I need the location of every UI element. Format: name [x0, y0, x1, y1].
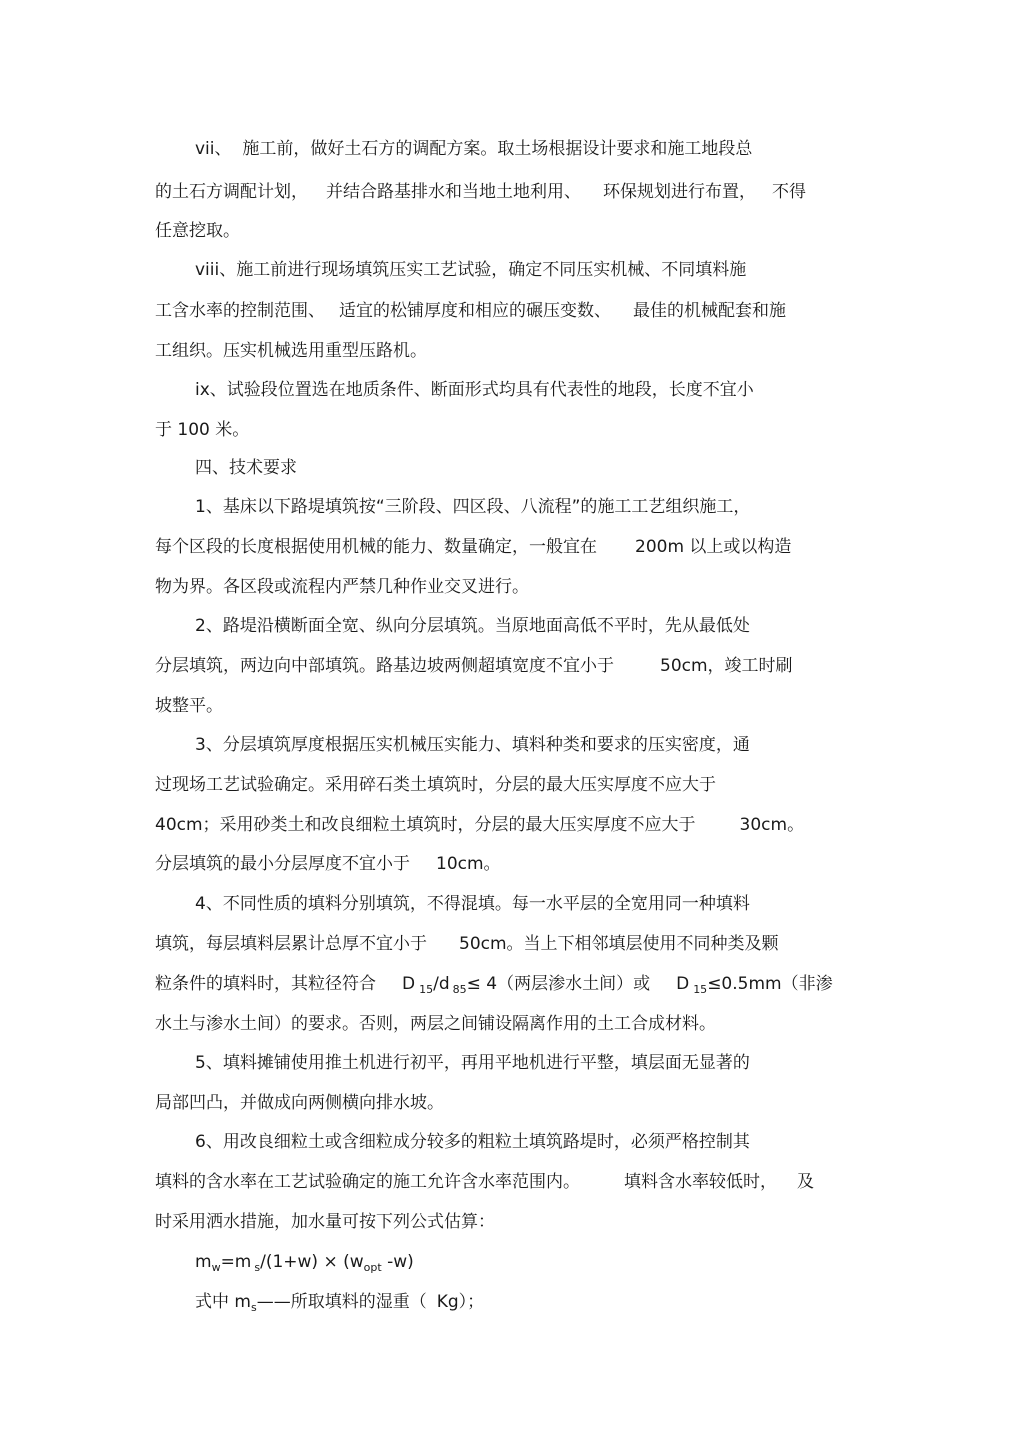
text-segment: 工含水率的控制范围、: [155, 301, 325, 321]
paragraph-viii-line2: [155, 299, 786, 323]
text-segment: /(1+w) × (w: [260, 1252, 364, 1272]
subscript: 15: [693, 983, 708, 996]
paragraph-vii-line1: vii、 施工前，做好土石方的调配方案。取土场根据设计要求和施工地段总: [195, 139, 753, 159]
paragraph-vii-line2: [155, 180, 806, 204]
paragraph-vii-line3: 任意挖取。: [155, 221, 240, 241]
text-segment: 200m 以上或以构造: [635, 537, 792, 557]
text-segment: 分层填筑的最小分层厚度不宜小于: [155, 854, 410, 874]
text-segment: 的土石方调配计划，: [155, 182, 308, 202]
item-3-line3: [155, 813, 804, 837]
item-1-line2: [155, 535, 791, 559]
text-segment: 最佳的机械配套和施: [633, 301, 786, 321]
text-segment: Kg）；: [436, 1292, 485, 1312]
formula-symbol: m: [195, 1252, 212, 1272]
item-4-line4: 水土与渗水土间）的要求。否则，两层之间铺设隔离作用的土工合成材料。: [155, 1014, 716, 1034]
item-1-line3: 物为界。各区段或流程内严禁几种作业交叉进行。: [155, 577, 529, 597]
text-segment: 式中 m: [195, 1292, 251, 1312]
text-segment: 分层填筑，两边向中部填筑。路基边坡两侧超填宽度不宜小于: [155, 656, 614, 676]
text-segment: 30cm。: [739, 815, 805, 835]
text-segment: 40cm；采用砂类土和改良细粒土填筑时，分层的最大压实厚度不应大于: [155, 815, 696, 835]
item-3-line2: 过现场工艺试验确定。采用碎石类土填筑时，分层的最大压实厚度不应大于: [155, 775, 716, 795]
text-segment: 50cm。当上下相邻填层使用不同种类及颗: [459, 934, 779, 954]
text-segment: /d: [433, 974, 450, 994]
text-segment: 50cm，竣工时刷: [660, 656, 793, 676]
subscript: 85: [452, 983, 467, 996]
item-4-line2: [155, 932, 779, 956]
paragraph-viii-line3: 工组织。压实机械选用重型压路机。: [155, 341, 427, 361]
subscript: s: [250, 1301, 257, 1314]
text-segment: 不得: [772, 182, 806, 202]
item-6-line3: 时采用洒水措施，加水量可按下列公式估算：: [155, 1212, 495, 1232]
text-segment: 每个区段的长度根据使用机械的能力、数量确定，一般宜在: [155, 537, 597, 557]
item-5-line2: 局部凹凸，并做成向两侧横向排水坡。: [155, 1093, 444, 1113]
paragraph-viii-line1: viii、施工前进行现场填筑压实工艺试验，确定不同压实机械、不同填料施: [195, 260, 747, 280]
subscript: s: [254, 1261, 261, 1274]
item-6-line1: 6、用改良细粒土或含细粒成分较多的粗粒土填筑路堤时，必须严格控制其: [195, 1132, 750, 1152]
paragraph-ix-line1: ix、试验段位置选在地质条件、断面形式均具有代表性的地段，长度不宜小: [195, 380, 754, 400]
water-formula: [195, 1250, 414, 1274]
item-6-line2: [155, 1170, 814, 1194]
text-segment: 并结合路基排水和当地土地利用、: [326, 182, 581, 202]
item-4-line1: 4、不同性质的填料分别填筑，不得混填。每一水平层的全宽用同一种填料: [195, 894, 750, 914]
item-2-line3: 坡整平。: [155, 696, 223, 716]
text-segment: =m: [220, 1252, 252, 1272]
paragraph-ix-line2: 于 100 米。: [155, 420, 250, 440]
text-segment: 粒条件的填料时，其粒径符合: [155, 974, 376, 994]
formula-definition: [195, 1290, 484, 1314]
text-segment: 10cm。: [436, 854, 501, 874]
item-4-line3: [155, 972, 833, 996]
text-segment: 适宜的松铺厚度和相应的碾压变数、: [339, 301, 611, 321]
subscript: w: [211, 1261, 221, 1274]
item-3-line4: [155, 852, 501, 876]
text-segment: 填料的含水率在工艺试验确定的施工允许含水率范围内。: [155, 1172, 580, 1192]
text-segment: 及: [797, 1172, 814, 1192]
text-segment: 填筑，每层填料层累计总厚不宜小于: [155, 934, 427, 954]
item-1-line1: 1、基床以下路堤填筑按“三阶段、四区段、八流程”的施工工艺组织施工，: [195, 497, 751, 517]
subscript: 15: [419, 983, 434, 996]
formula-D: D: [676, 974, 690, 994]
formula-D: D: [402, 974, 416, 994]
section-heading: 四、技术要求: [195, 458, 297, 478]
text-segment: -w): [381, 1252, 414, 1272]
subscript: opt: [363, 1261, 382, 1274]
text-segment: ≤0.5mm（非渗: [707, 974, 833, 994]
text-segment: 填料含水率较低时，: [624, 1172, 777, 1192]
item-2-line1: 2、路堤沿横断面全宽、纵向分层填筑。当原地面高低不平时，先从最低处: [195, 616, 750, 636]
item-3-line1: 3、分层填筑厚度根据压实机械压实能力、填料种类和要求的压实密度，通: [195, 735, 750, 755]
item-5-line1: 5、填料摊铺使用推土机进行初平，再用平地机进行平整，填层面无显著的: [195, 1053, 750, 1073]
text-segment: ≤ 4（两层渗水土间）或: [466, 974, 651, 994]
text-segment: ——所取填料的湿重（: [256, 1292, 427, 1312]
text-segment: 环保规划进行布置，: [603, 182, 756, 202]
item-2-line2: [155, 654, 793, 678]
